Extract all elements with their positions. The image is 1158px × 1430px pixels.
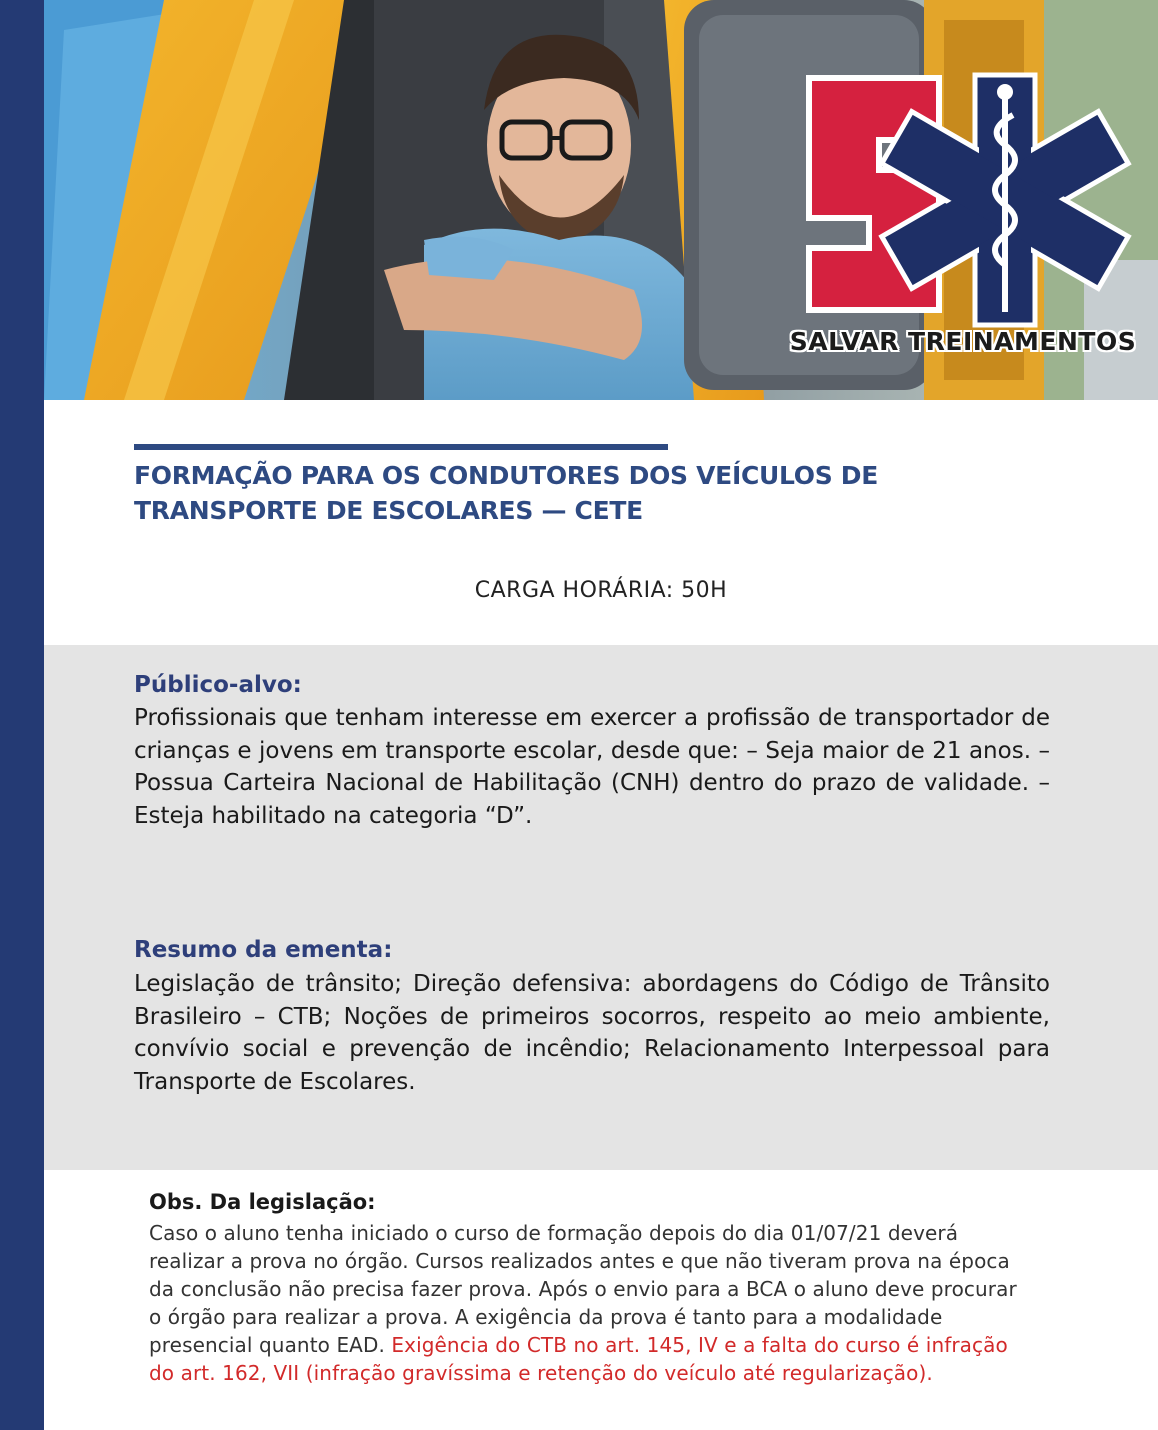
legislation-note-body — [149, 1219, 1021, 1387]
target-audience-body: Profissionais que tenham interesse em exercer a profissão de transportador de crianças e jovens em transporte escolar, desde que: – Seja maior de 21 anos. – Possua Carteira Nacional de Habilitação (CNH) dentro do prazo de validade. – Esteja habilitado na categoria “D”. — [134, 705, 1050, 829]
course-title-line-1: FORMAÇÃO PARA OS CONDUTORES DOS VEÍCULOS DE — [134, 461, 879, 490]
course-title-line-2: TRANSPORTE DE ESCOLARES — CETE — [134, 496, 643, 525]
legislation-note-text: Caso o aluno tenha iniciado o curso de formação depois do dia 01/07/21 deverá realizar a prova no órgão. Cursos realizados antes e que não tiveram prova na época da conclusão não precisa fazer prova. Após o envio para a BCA o aluno deve procurar o órgão para realizar a prova. A exigência da prova é tanto para a modalidade presencial quanto EAD. — [149, 1221, 1017, 1357]
syllabus-heading: Resumo da ementa: — [134, 937, 393, 963]
course-title — [134, 458, 1034, 528]
course-workload: CARGA HORÁRIA: 50H — [474, 578, 728, 603]
hero-banner — [44, 0, 1158, 400]
logo-emblem — [787, 70, 1139, 330]
syllabus-body: Legislação de trânsito; Direção defensiva: abordagens do Código de Trânsito Brasileiro – CTB; Noções de primeiros socorros, respeito ao meio ambiente, convívio social e prevenção de incêndio; Relacionamento Interpessoal para Transporte de Escolares. — [134, 971, 1050, 1095]
salvar-logo — [787, 70, 1139, 370]
title-rule — [134, 444, 668, 450]
target-audience-heading: Público-alvo: — [134, 672, 302, 698]
legislation-note-heading: Obs. Da legislação: — [149, 1190, 376, 1214]
left-accent-bar — [0, 0, 44, 1430]
legislation-note-highlight: Exigência do CTB no art. 145, IV e a falta do curso é infração do art. 162, VII (infração gravíssima e retenção do veículo até regularização). — [149, 1333, 1008, 1385]
brand-name: SALVAR TREINAMENTOS — [789, 327, 1137, 356]
